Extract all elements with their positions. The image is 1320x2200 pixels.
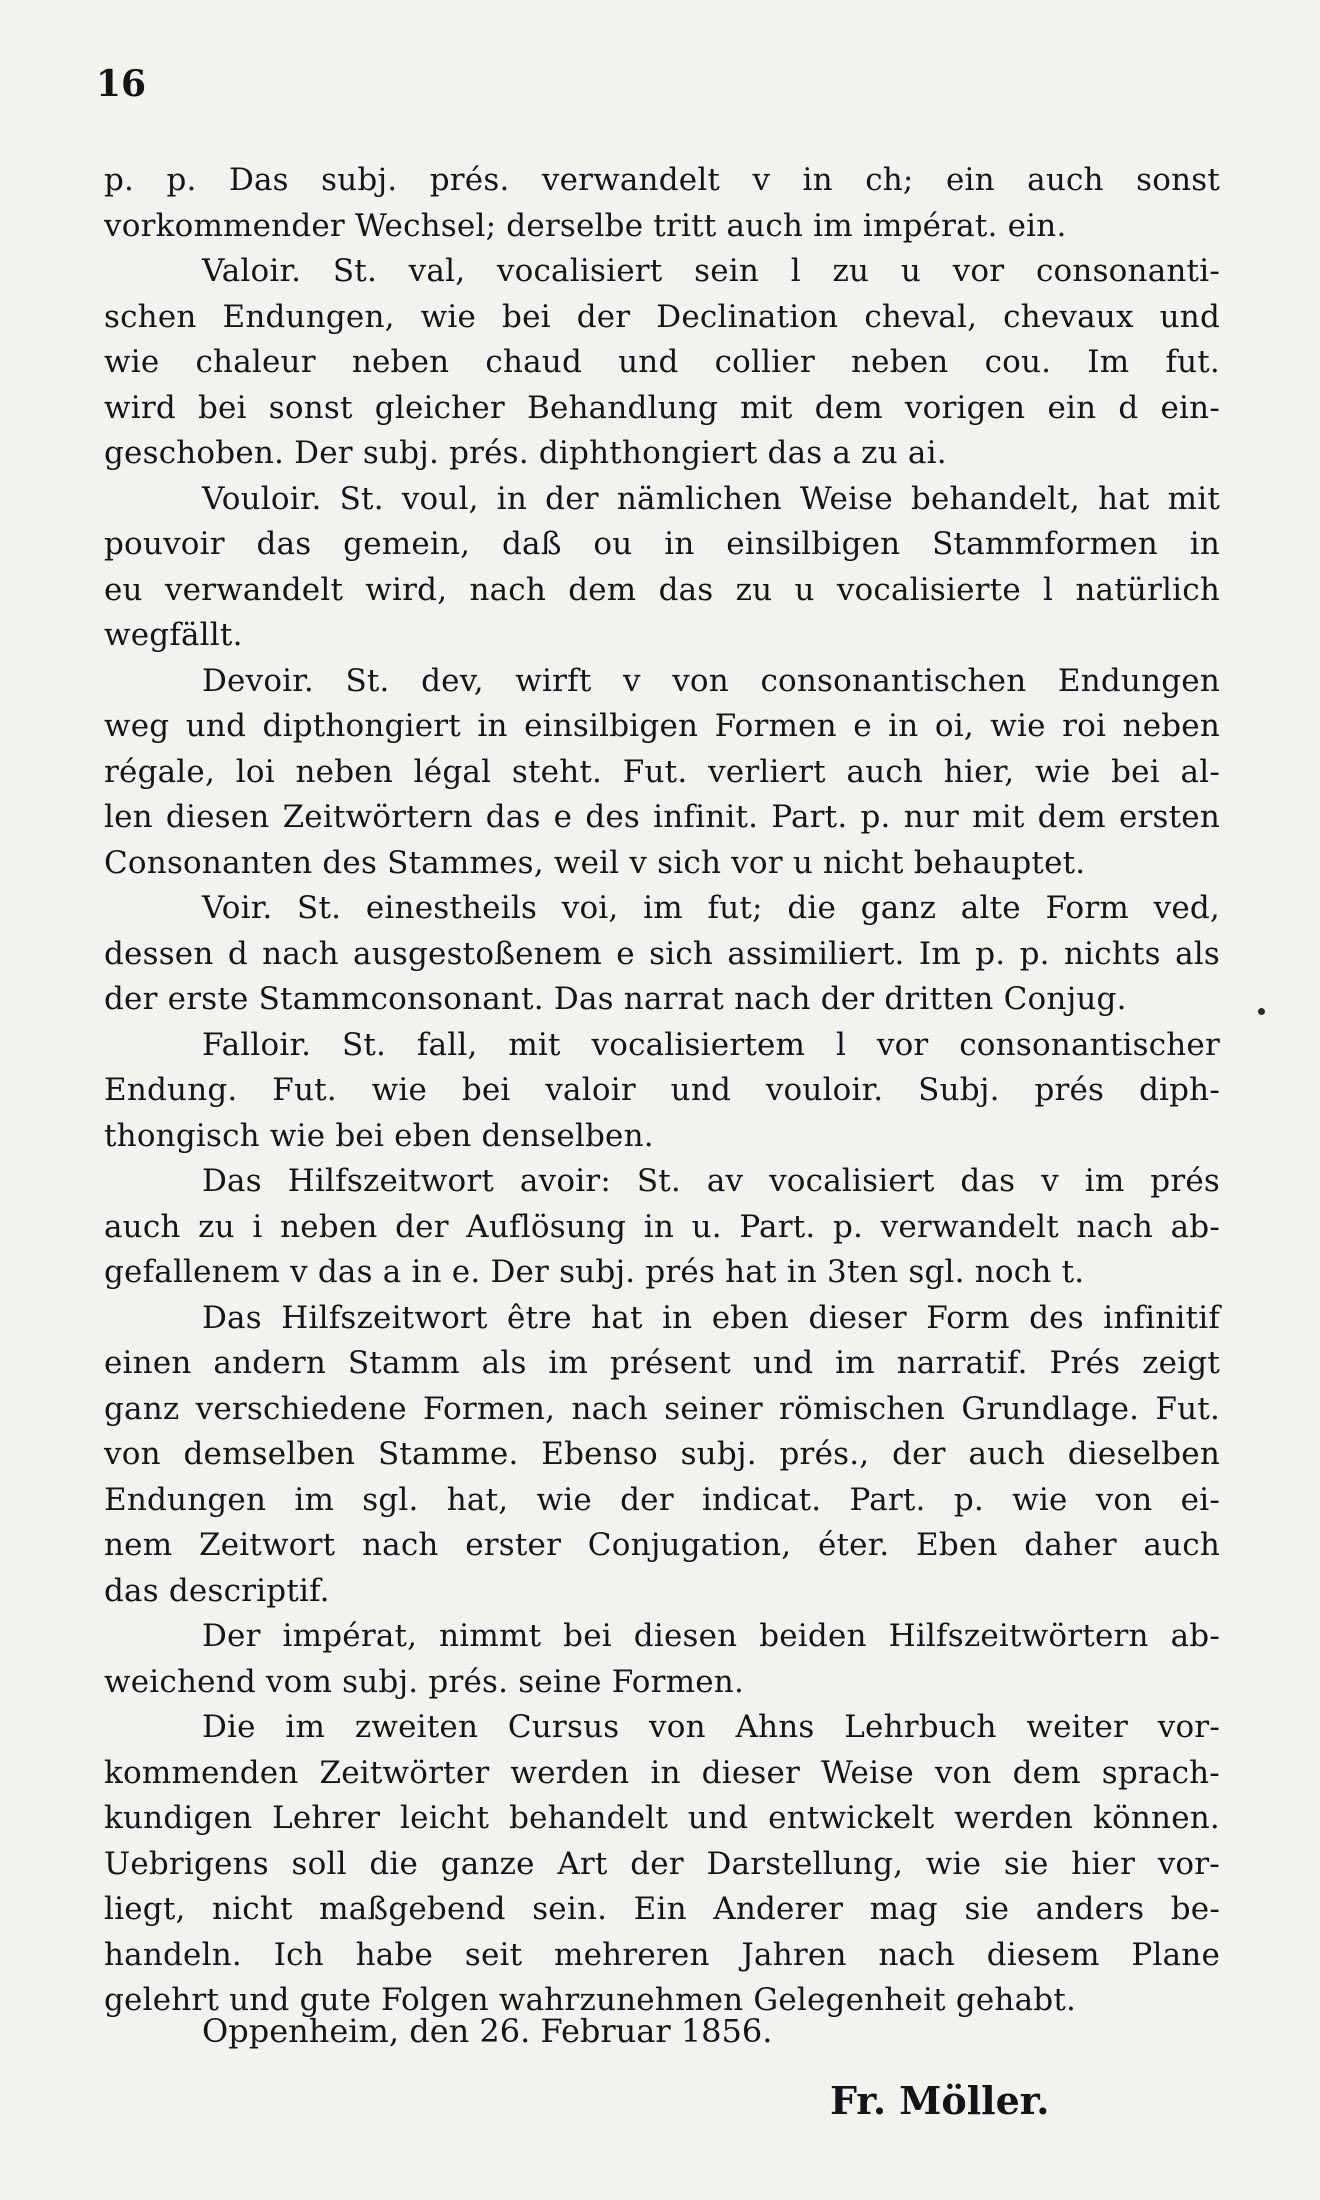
paragraph: [104, 1159, 1220, 1296]
text-line: von demselben Stamme. Ebenso subj. prés., der auch dieselben: [104, 1436, 1220, 1472]
text-line: Endungen im sgl. hat, wie der indicat. Part. p. wie von ei-: [104, 1481, 1220, 1518]
text-line: nem Zeitwort nach erster Conjugation, éter. Eben daher auch: [104, 1527, 1220, 1563]
ink-spot: [1258, 1008, 1265, 1015]
text-line: Devoir. St. dev, wirft v von consonantischen Endungen: [202, 662, 1220, 699]
text-line: régale, loi neben légal steht. Fut. verliert auch hier, wie bei al-: [104, 753, 1220, 790]
text-line: handeln. Ich habe seit mehreren Jahren nach diesem Plane: [104, 1936, 1220, 1973]
text-line: Endung. Fut. wie bei valoir und vouloir. Subj. prés diph-: [104, 1072, 1220, 1108]
text-line: das descriptif.: [104, 1572, 330, 1609]
text-line: kundigen Lehrer leicht behandelt und entwickelt werden können.: [104, 1800, 1220, 1836]
text-line: auch zu i neben der Auflösung in u. Part. p. verwandelt nach ab-: [104, 1208, 1220, 1245]
text-line: einen andern Stamm als im présent und im narratif. Prés zeigt: [104, 1345, 1220, 1381]
text-line: wird bei sonst gleicher Behandlung mit dem vorigen ein d ein-: [104, 389, 1220, 426]
text-line: Voir. St. einestheils voi, im fut; die ganz alte Form ved,: [202, 890, 1220, 926]
text-line: weg und dipthongiert in einsilbigen Formen e in oi, wie roi neben: [104, 708, 1220, 744]
text-line: geschoben. Der subj. prés. diphthongiert das a zu ai.: [104, 435, 947, 471]
text-line: gelehrt und gute Folgen wahrzunehmen Gelegenheit gehabt.: [104, 1982, 1077, 2018]
text-line: Das Hilfszeitwort avoir: St. av vocalisiert das v im prés: [202, 1163, 1220, 1199]
text-line: Der impérat, nimmt bei diesen beiden Hilfszeitwörtern ab-: [202, 1618, 1220, 1654]
text-line: schen Endungen, wie bei der Declination cheval, chevaux und: [104, 298, 1220, 335]
paragraph: [104, 477, 1220, 659]
paragraph: [104, 1023, 1220, 1160]
text-line: Valoir. St. val, vocalisiert sein l zu u vor consonanti-: [202, 253, 1220, 289]
text-line: liegt, nicht maßgebend sein. Ein Anderer mag sie anders be-: [104, 1891, 1220, 1927]
text-line: Uebrigens soll die ganze Art der Darstellung, wie sie hier vor-: [104, 1845, 1220, 1882]
paragraph: [104, 659, 1220, 887]
text-line: vorkommender Wechsel; derselbe tritt auch im impérat. ein.: [104, 207, 1067, 244]
text-line: dessen d nach ausgestoßenem e sich assimiliert. Im p. p. nichts als: [104, 935, 1220, 972]
paragraph: [104, 1296, 1220, 1615]
text-line: thongisch wie bei eben denselben.: [104, 1117, 654, 1154]
signature: Fr. Möller.: [830, 2078, 1050, 2123]
text-line: ganz verschiedene Formen, nach seiner römischen Grundlage. Fut.: [104, 1390, 1220, 1427]
text-line: eu verwandelt wird, nach dem das zu u vocalisierte l natürlich: [104, 571, 1220, 608]
text-line: weichend vom subj. prés. seine Formen.: [104, 1663, 745, 1700]
text-line: wie chaleur neben chaud und collier neben cou. Im fut.: [104, 344, 1220, 380]
paragraph: [104, 1614, 1220, 1705]
text-line: Falloir. St. fall, mit vocalisiertem l vor consonantischer: [202, 1026, 1220, 1063]
text-line: Consonanten des Stammes, weil v sich vor u nicht behauptet.: [104, 844, 1086, 881]
paragraph: [104, 158, 1220, 249]
text-line: kommenden Zeitwörter werden in dieser Weise von dem sprach-: [104, 1754, 1220, 1791]
text-line: gefallenem v das a in e. Der subj. prés hat in 3ten sgl. noch t.: [104, 1254, 1085, 1290]
text-line: Vouloir. St. voul, in der nämlichen Weise behandelt, hat mit: [202, 480, 1220, 517]
text-line: wegfällt.: [104, 617, 243, 653]
text-line: der erste Stammconsonant. Das narrat nach der dritten Conjug.: [104, 981, 1127, 1017]
paragraph: [104, 886, 1220, 1023]
page-number: 16: [96, 63, 147, 105]
paragraph: [104, 1705, 1220, 2024]
text-line: pouvoir das gemein, daß ou in einsilbigen Stammformen in: [104, 526, 1220, 562]
text-line: Das Hilfszeitwort être hat in eben dieser Form des infinitif: [202, 1299, 1220, 1336]
text-line: p. p. Das subj. prés. verwandelt v in ch; ein auch sonst: [104, 162, 1220, 198]
text-line: Die im zweiten Cursus von Ahns Lehrbuch weiter vor-: [202, 1709, 1220, 1745]
paragraph: [104, 249, 1220, 477]
dateline: Oppenheim, den 26. Februar 1856.: [202, 2012, 773, 2050]
text-line: len diesen Zeitwörtern das e des infinit. Part. p. nur mit dem ersten: [104, 799, 1220, 835]
body-text: [104, 158, 1220, 2024]
